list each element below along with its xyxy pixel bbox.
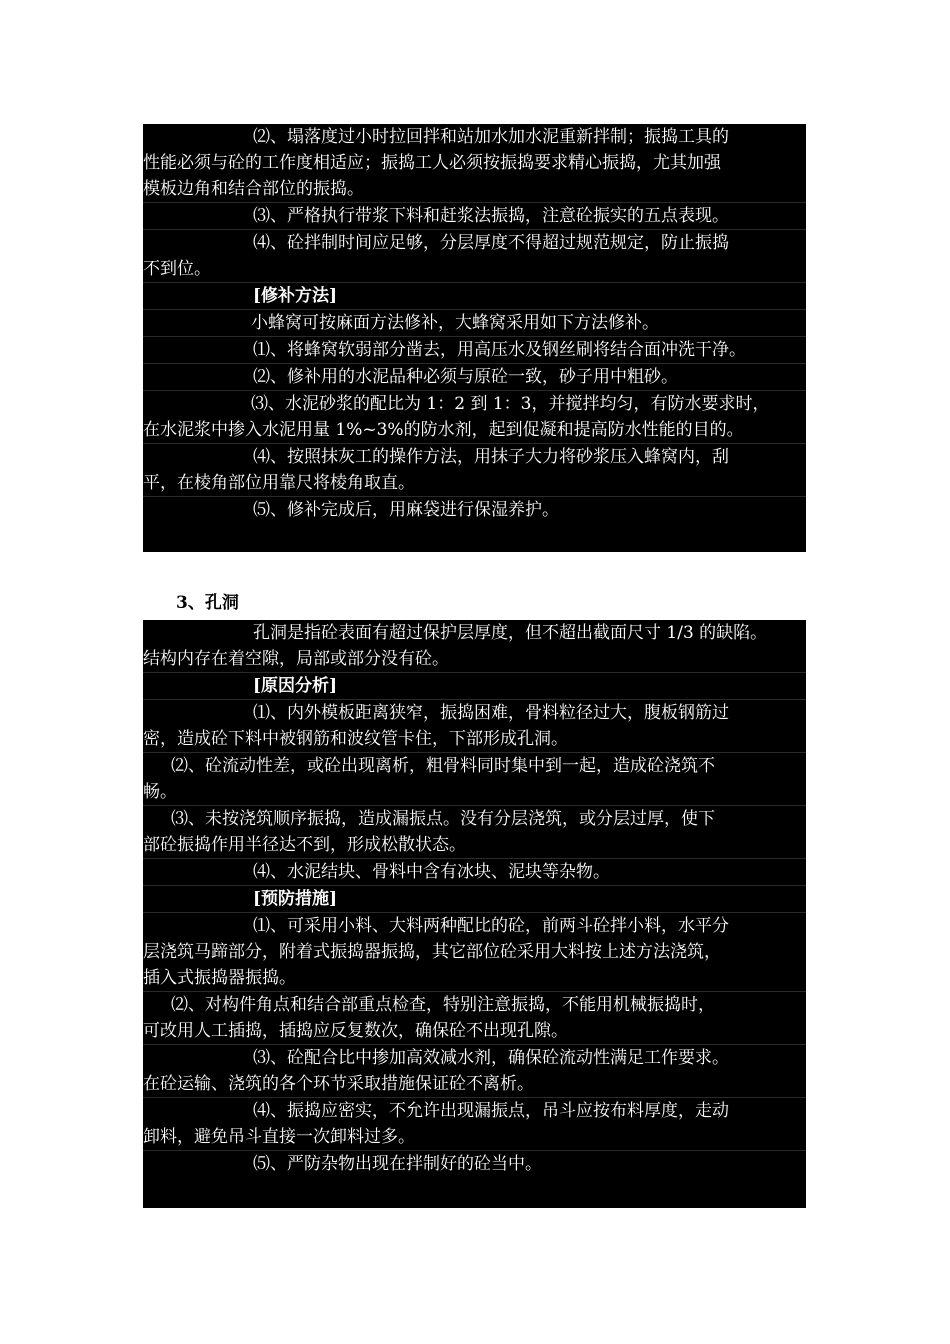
text-line: ⑴、内外模板距离狭窄，振捣困难，骨料粒径过大，腹板钢筋过: [253, 703, 729, 723]
text-line: 可改用人工插捣，插捣应反复数次，确保砼不出现孔隙。: [143, 1021, 568, 1041]
text-line: ⑴、可采用小料、大料两种配比的砼，前两斗砼拌小料，水平分: [253, 916, 729, 936]
text-line: ⑷、按照抹灰工的操作方法，用抹子大力将砂浆压入蜂窝内，刮: [253, 447, 729, 467]
paragraph-repair-3: [143, 391, 806, 444]
text-block-repair: [143, 124, 806, 552]
paragraph-repair-2: [143, 364, 806, 391]
text-line: ⑶、严格执行带浆下料和赶浆法振捣，注意砼振实的五点表现。: [253, 206, 729, 226]
paragraph-cause-1: [143, 700, 806, 753]
heading-prevention: [143, 886, 806, 913]
text-line: ⑷、振捣应密实，不允许出现漏振点，吊斗应按布料厚度，走动: [253, 1101, 729, 1121]
text-line: ⑶、水泥砂浆的配比为 1：2 到 1：3，并搅拌均匀，有防水要求时，: [251, 394, 770, 414]
text-line: 卸料，避免吊斗直接一次卸料过多。: [143, 1127, 415, 1147]
text-line: ⑵、修补用的水泥品种必须与原砼一致，砂子用中粗砂。: [253, 367, 678, 387]
paragraph-prevention-1: [143, 913, 806, 992]
paragraph-cause-2: [143, 753, 806, 806]
text-line: ⑸、严防杂物出现在拌制好的砼当中。: [253, 1154, 542, 1174]
text-line: 平，在棱角部位用靠尺将棱角取直。: [143, 473, 415, 493]
text-line: ⑵、砼流动性差，或砼出现离析，粗骨料同时集中到一起，造成砼浇筑不: [171, 756, 715, 776]
section-heading: [原因分析]: [253, 676, 338, 696]
text-line: 畅。: [143, 782, 177, 802]
paragraph-repair-1: [143, 337, 806, 364]
heading-cause-analysis: [143, 673, 806, 700]
paragraph-prevention-3: [143, 1045, 806, 1098]
section-title-holes: 3、孔洞: [176, 593, 239, 613]
text-line: ⑴、将蜂窝软弱部分凿去，用高压水及钢丝刷将结合面冲洗干净。: [253, 340, 746, 360]
paragraph-prevention-2: [143, 992, 806, 1045]
text-line: 孔洞是指砼表面有超过保护层厚度，但不超出截面尺寸 1/3 的缺陷。: [253, 623, 768, 643]
section-heading: [修补方法]: [253, 286, 338, 306]
paragraph-cause-4: [143, 859, 806, 886]
text-line: ⑵、对构件角点和结合部重点检查，特别注意振捣，不能用机械振捣时，: [171, 995, 715, 1015]
text-line: 在水泥浆中掺入水泥用量 1%~3%的防水剂，起到促凝和提高防水性能的目的。: [143, 420, 744, 440]
paragraph-repair-4: [143, 444, 806, 497]
text-line: ⑷、砼拌制时间应足够，分层厚度不得超过规范规定，防止振捣: [253, 233, 729, 253]
paragraph-prevention-4: [143, 1098, 806, 1151]
text-line: 在砼运输、浇筑的各个环节采取措施保证砼不离析。: [143, 1074, 534, 1094]
paragraph-cause-3: [143, 806, 806, 859]
text-line: ⑸、修补完成后，用麻袋进行保湿养护。: [253, 500, 559, 520]
text-line: ⑶、砼配合比中掺加高效减水剂，确保砼流动性满足工作要求。: [253, 1048, 729, 1068]
text-line: ⑵、塌落度过小时拉回拌和站加水加水泥重新拌制；振捣工具的: [253, 127, 729, 147]
text-line: 密，造成砼下料中被钢筋和波纹管卡住，下部形成孔洞。: [143, 729, 568, 749]
text-line: 层浇筑马蹄部分，附着式振捣器振捣，其它部位砼采用大料按上述方法浇筑，: [143, 942, 721, 962]
paragraph-repair-5: [143, 497, 806, 523]
paragraph-repair-intro: [143, 310, 806, 337]
text-line: 不到位。: [143, 259, 211, 279]
text-line: 性能必须与砼的工作度相适应；振捣工人必须按振捣要求精心振捣，尤其加强: [143, 153, 721, 173]
text-block-holes: [143, 620, 806, 1208]
paragraph-mixing-time: [143, 230, 806, 283]
text-line: 模板边角和结合部位的振捣。: [143, 179, 364, 199]
paragraph-hole-definition: [143, 620, 806, 673]
text-line: ⑷、水泥结块、骨料中含有冰块、泥块等杂物。: [253, 862, 610, 882]
text-line: 插入式振捣器振捣。: [143, 968, 296, 988]
paragraph-slump: [143, 124, 806, 203]
text-line: 结构内存在着空隙，局部或部分没有砼。: [143, 649, 449, 669]
paragraph-vibration: [143, 203, 806, 230]
text-line: 小蜂窝可按麻面方法修补，大蜂窝采用如下方法修补。: [251, 313, 659, 333]
section-heading: [预防措施]: [253, 889, 338, 909]
text-line: 部砼振捣作用半径达不到，形成松散状态。: [143, 835, 466, 855]
paragraph-prevention-5: [143, 1151, 806, 1177]
text-line: ⑶、未按浇筑顺序振捣，造成漏振点。没有分层浇筑，或分层过厚，使下: [171, 809, 715, 829]
heading-repair-method: [143, 283, 806, 310]
